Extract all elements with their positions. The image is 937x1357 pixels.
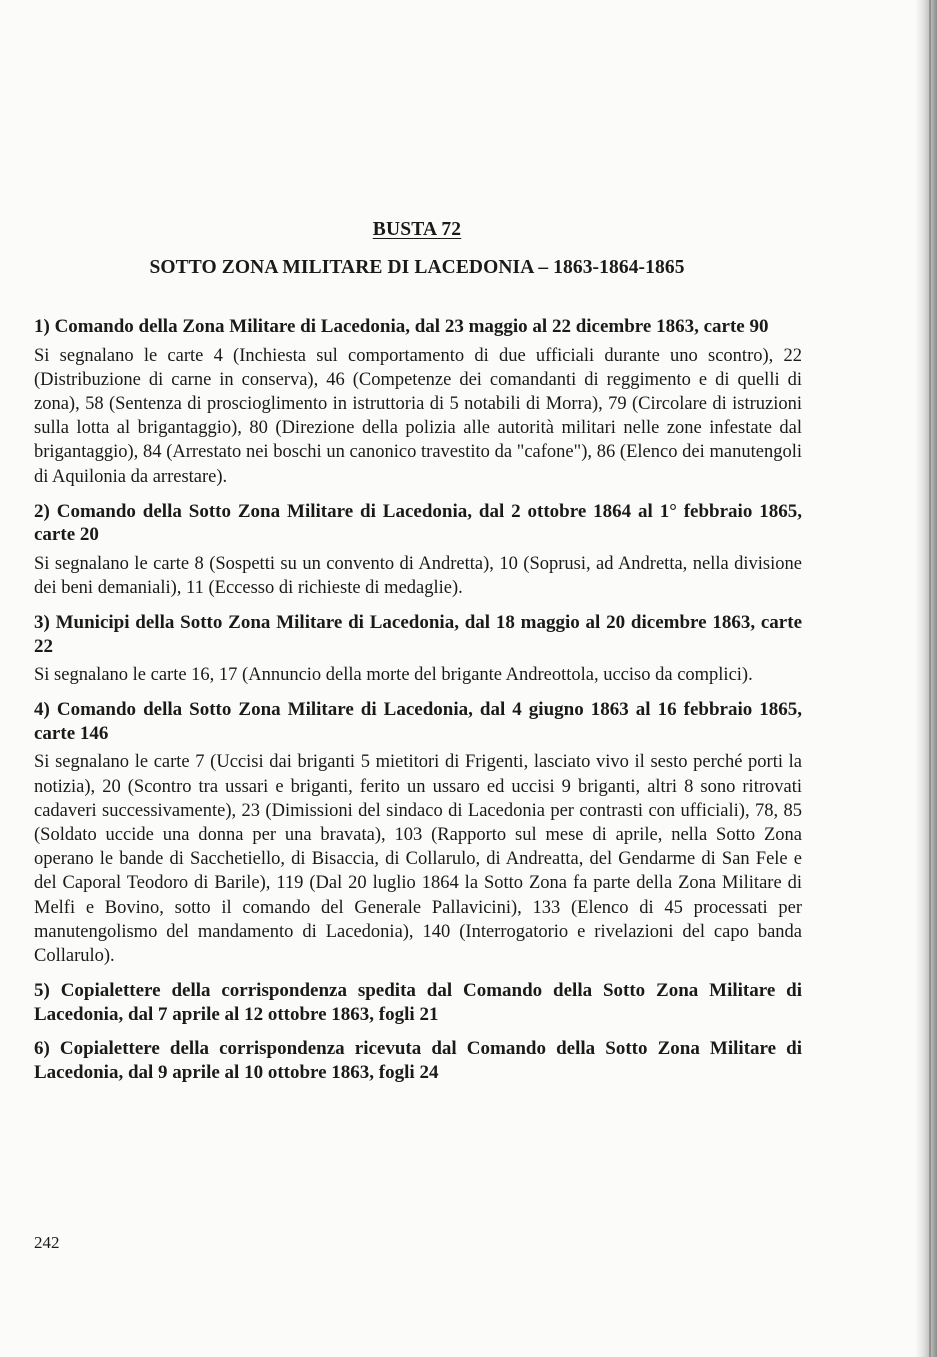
section-title: SOTTO ZONA MILITARE DI LACEDONIA – 1863-1864-1865 <box>149 257 685 278</box>
busta-heading: BUSTA 72 <box>372 219 462 240</box>
entry-body: Si segnalano le carte 4 (Inchiesta sul comportamento di due ufficiali durante uno scontro), 22 (Distribuzione di carne in conserva), 46 (Competenze dei comandanti di reggimento e di quelli di zona), 58 (Sentenza di proscioglimento in istruttoria di 5 notabili di Morra), 79 (Circolare di istruzioni sulla lotta al brigantaggio), 80 (Direzione della polizia alle autorità militari nelle zone infestate dal brigantaggio), 84 (Arrestato nei boschi un canonico travestito da "cafone"), 86 (Elenco dei manutengoli di Aquilonia da arrestare). <box>34 345 802 487</box>
entry-title: 1) Comando della Zona Militare di Lacedonia, dal 23 maggio al 22 dicembre 1863, carte 90 <box>34 316 769 337</box>
entry-body: Si segnalano le carte 8 (Sospetti su un convento di Andretta), 10 (Soprusi, ad Andretta, nella divisione dei beni demaniali), 11 (Eccesso di richieste di medaglie). <box>34 553 802 598</box>
entry-3 <box>34 611 802 687</box>
page-number: 242 <box>34 1233 60 1252</box>
entry-2 <box>34 500 802 600</box>
entry-title: 5) Copialettere della corrispondenza spedita dal Comando della Sotto Zona Militare di Lacedonia, dal 7 aprile al 12 ottobre 1863, fogli 21 <box>34 980 802 1025</box>
entry-1 <box>34 315 802 489</box>
entry-title: 2) Comando della Sotto Zona Militare di Lacedonia, dal 2 ottobre 1864 al 1° febbraio 1865, carte 20 <box>34 500 802 546</box>
entry-body: Si segnalano le carte 7 (Uccisi dai briganti 5 mietitori di Frigenti, lasciato vivo il sesto perché porti la notizia), 20 (Scontro tra ussari e briganti, ferito un ussaro ed uccisi 9 briganti, altri 8 sono ritrovati cadaveri successivamente), 23 (Dimissioni del sindaco di Lacedonia per contrasti con ufficiali), 78, 85 (Soldato uccide una donna per una bravata), 103 (Rapporto sul mese di aprile, nella Sotto Zona operano le bande di Sacchetiello, di Bisaccia, di Collarulo, di Andreatta, del Gendarme di San Fele e del Caporal Teodoro di Barile), 119 (Dal 20 luglio 1864 la Sotto Zona fa parte della Zona Militare di Melfi e Bovino, sotto il comando del Generale Pallavicini), 133 (Elenco di 45 processati per manutengolismo del mandamento di Lacedonia), 140 (Interrogatorio e rivelazioni del capo banda Collarulo). <box>34 752 802 966</box>
binding-edge <box>929 0 931 1357</box>
entry-title: 6) Copialettere della corrispondenza ricevuta dal Comando della Sotto Zona Militare di Lacedonia, dal 9 aprile al 10 ottobre 1863, fogli 24 <box>34 1038 802 1083</box>
entry-5 <box>34 979 802 1026</box>
entry-4 <box>34 698 802 968</box>
entry-6 <box>34 1037 802 1084</box>
entry-body: Si segnalano le carte 16, 17 (Annuncio della morte del brigante Andreottola, ucciso da complici). <box>34 665 753 686</box>
entry-title: 4) Comando della Sotto Zona Militare di Lacedonia, dal 4 giugno 1863 al 16 febbraio 1865, carte 146 <box>34 699 802 744</box>
entry-title: 3) Municipi della Sotto Zona Militare di Lacedonia, dal 18 maggio al 20 dicembre 1863, carte 22 <box>34 612 802 657</box>
page-gutter-shadow <box>915 0 937 1357</box>
entry-list <box>34 315 802 1095</box>
